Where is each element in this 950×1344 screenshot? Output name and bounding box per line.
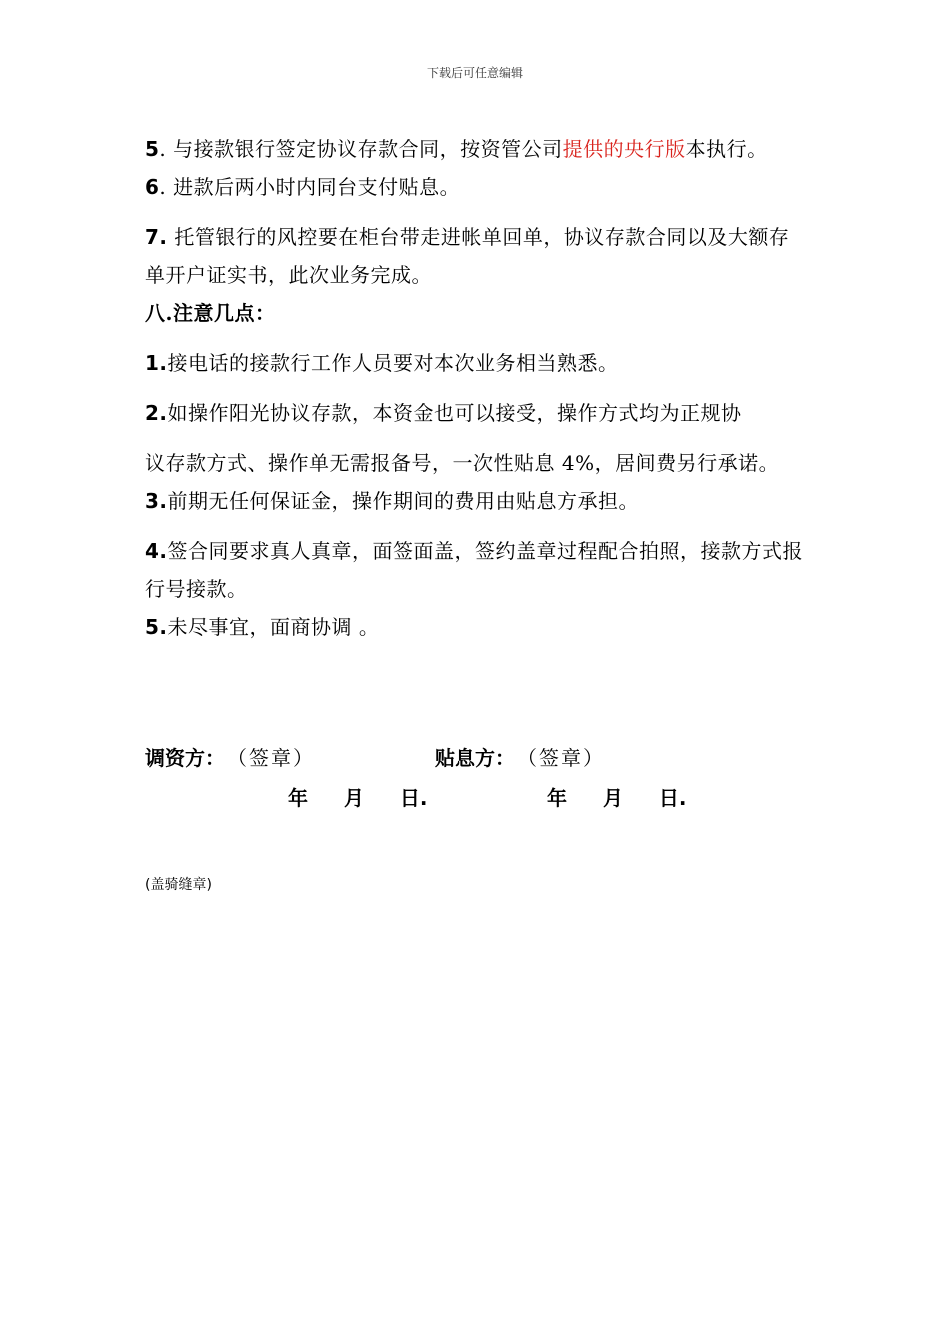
signature-row — [145, 742, 807, 776]
note-1 — [145, 344, 807, 382]
page-header: 下载后可任意编辑 — [426, 66, 523, 80]
note-text: 前期无任何保证金，操作期间的费用由贴息方承担。 — [167, 489, 640, 513]
note-number: 3. — [145, 489, 168, 513]
note-text: 签合同要求真人真章，面签面盖，签约盖章过程配合拍照，接款方式报行号接款。 — [145, 539, 804, 601]
note-number: 4. — [145, 539, 168, 563]
note-text: 未尽事宜，面商协调 。 — [167, 615, 380, 639]
note-5 — [145, 608, 807, 646]
seal-placeholder: （签章） — [527, 746, 605, 770]
cross-page-seal-note: (盖骑缝章) — [145, 877, 212, 893]
note-number: 2. — [145, 401, 168, 425]
day-label: 日 — [399, 786, 420, 810]
note-2-cont — [145, 444, 807, 482]
date-dot: . — [419, 786, 428, 810]
date-dot: . — [678, 786, 687, 810]
month-label: 月 — [602, 786, 623, 810]
document-body — [145, 130, 807, 646]
date-right — [547, 782, 686, 811]
note-number: 1. — [145, 351, 168, 375]
note-2 — [145, 394, 807, 432]
day-label: 日 — [658, 786, 679, 810]
item-text: 托管银行的风控要在柜台带走进帐单回单，协议存款合同以及大额存单开户证实书，此次业务完成。 — [145, 225, 790, 287]
highlighted-text: 提供的央行版 — [562, 137, 686, 161]
interest-party-label: 贴息方： — [435, 746, 515, 770]
item-number: 7. — [145, 225, 168, 249]
note-text-line1: 如操作阳光协议存款，本资金也可以接受，操作方式均为正规协 — [167, 401, 742, 425]
item-5 — [145, 130, 807, 168]
date-left — [288, 782, 427, 811]
section-heading: 八.注意几点： — [145, 301, 276, 325]
item-text-end: 本执行。 — [685, 137, 768, 161]
seal-placeholder: （签章） — [237, 746, 315, 770]
interest-party-signature — [435, 742, 605, 771]
note-4 — [145, 532, 807, 608]
funding-party-signature — [145, 742, 315, 771]
item-6 — [145, 168, 807, 206]
year-label: 年 — [288, 786, 308, 810]
note-3 — [145, 482, 807, 520]
note-number: 5. — [145, 615, 168, 639]
note-text-line2: 议存款方式、操作单无需报备号，一次性贴息 4%，居间费另行承诺。 — [145, 451, 780, 475]
item-number: 6 — [145, 175, 160, 199]
item-text: . 进款后两小时内同台支付贴息。 — [159, 175, 461, 199]
note-text: 接电话的接款行工作人员要对本次业务相当熟悉。 — [167, 351, 619, 375]
item-text: . 与接款银行签定协议存款合同，按资管公司 — [159, 137, 563, 161]
year-label: 年 — [547, 786, 567, 810]
month-label: 月 — [343, 786, 364, 810]
funding-party-label: 调资方： — [145, 746, 225, 770]
item-7 — [145, 218, 807, 294]
item-number: 5 — [145, 137, 160, 161]
